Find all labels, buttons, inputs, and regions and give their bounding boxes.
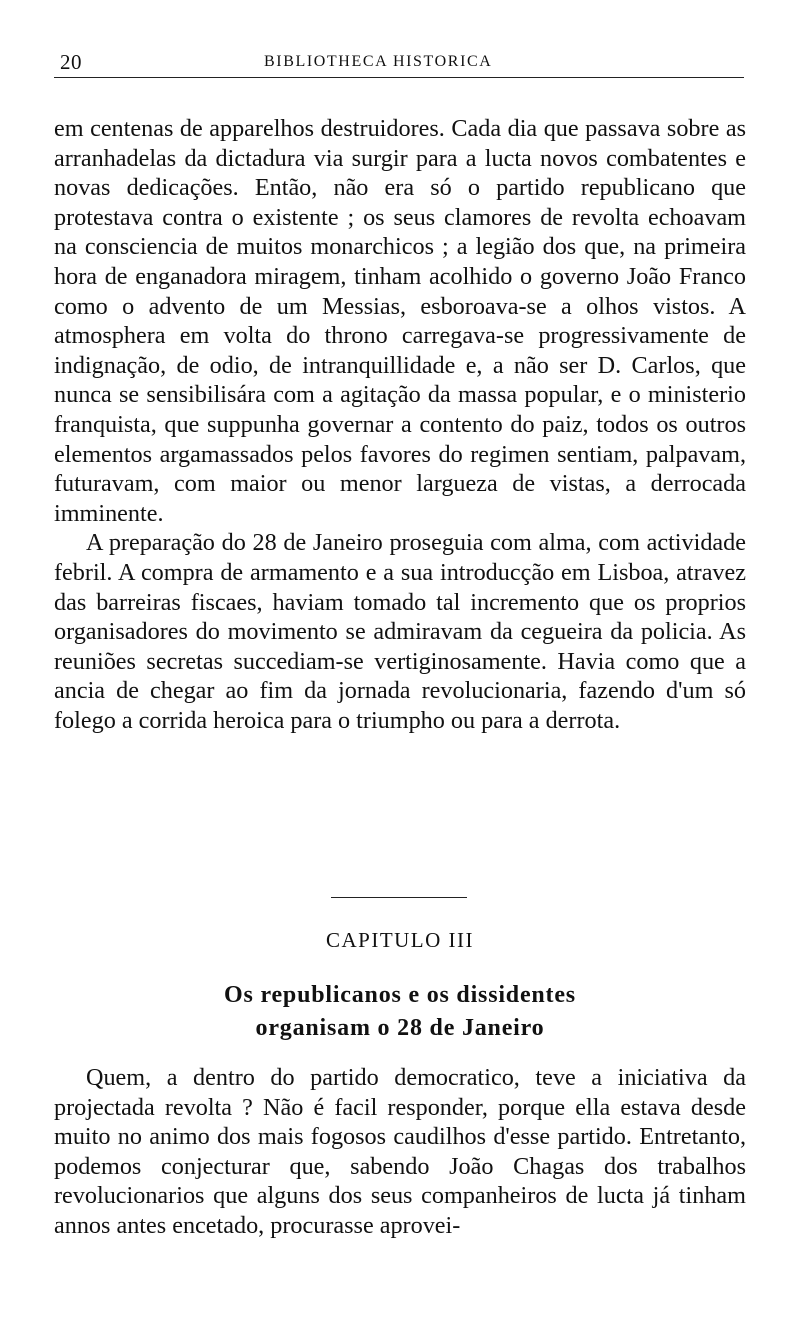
paragraph: em centenas de apparelhos destruidores. Cada dia que passava sobre as arranhadelas da dictadura via surgir para a lucta novos combatentes e novas dedicações. Então, não era só o partido republicano que protestava contra o existente ; os seus clamores de revolta echoavam na consciencia de muitos monarchicos ; a legião dos que, na primeira hora de enganadora miragem, tinham acolhido o governo João Franco como o advento de um Messias, esboroava-se a olhos vistos. A atmosphera em volta do throno carregava-se progressivamente de indignação, de odio, de intranquillidade e, a não ser D. Carlos, que nunca se sensibilisára com a agitação da massa popular, e o ministerio franquista, que suppunha governar a contento do paiz, todos os outros elementos argamassados pelos favores do regimen sentiam, palpavam, futuravam, com maior ou menor largueza de vistas, a derrocada imminente. bbox=[54, 115, 746, 527]
body-text-before-chapter bbox=[54, 114, 746, 735]
running-title: BIBLIOTHECA HISTORICA bbox=[264, 53, 493, 70]
chapter-label: CAPITULO III bbox=[325, 928, 475, 952]
chapter-title-line: Os republicanos e os dissidentes bbox=[224, 982, 576, 1008]
header-rule bbox=[54, 77, 744, 78]
chapter-title-line: organisam o 28 de Janeiro bbox=[255, 1015, 545, 1041]
body-text-after-chapter bbox=[54, 1063, 746, 1241]
page-header bbox=[54, 44, 744, 78]
paragraph: Quem, a dentro do partido democratico, teve a iniciativa da projectada revolta ? Não é facil responder, porque ella estava desde muito no animo dos mais fogosos caudilhos d'esse partido. Entretanto, podemos conjecturar que, sabendo João Chagas dos trabalhos revolucionarios que alguns dos seus companheiros de lucta já tinham annos antes encetado, procurasse aprovei- bbox=[54, 1064, 746, 1239]
section-divider bbox=[331, 897, 467, 898]
chapter-title bbox=[0, 979, 800, 1045]
paragraph: A preparação do 28 de Janeiro proseguia com alma, com actividade febril. A compra de armamento e a sua introducção em Lisboa, atravez das barreiras fiscaes, haviam tomado tal incremento que os proprios organisadores do movimento se admiravam da cegueira da policia. As reuniões secretas succediam-se vertiginosamente. Havia como que a ancia de chegar ao fim da jornada revolucionaria, fazendo d'um só folego a corrida heroica para o triumpho ou para a derrota. bbox=[54, 529, 746, 734]
page-number: 20 bbox=[60, 50, 82, 74]
